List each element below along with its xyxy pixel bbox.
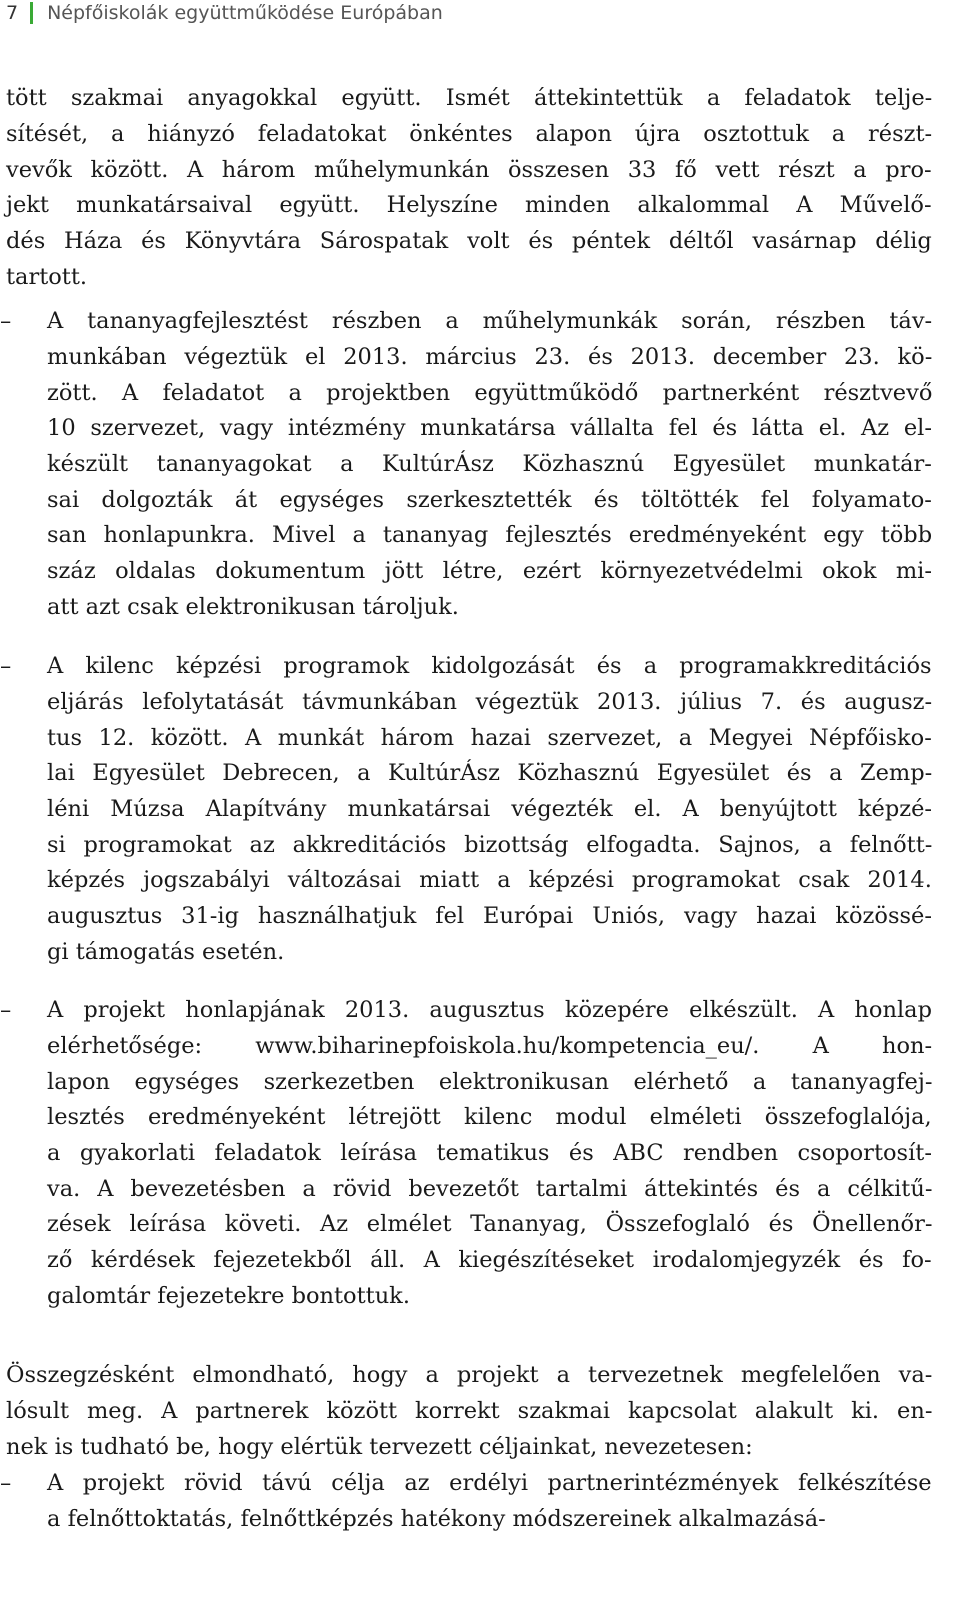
text-line: si programokat az akkreditációs bizottság elfogadta. Sajnos, a felnőtt-	[47, 831, 933, 858]
text-line: tartott.	[6, 263, 88, 290]
text-line: léni Múzsa Alapítvány munkatársai végezték el. A benyújtott képzé-	[47, 795, 933, 822]
text-line: sai dolgozták át egységes szerkesztették és töltötték fel folyamato-	[47, 486, 932, 513]
text-line: dés Háza és Könyvtára Sárospatak volt és péntek déltől vasárnap délig	[6, 227, 932, 254]
text-line: tus 12. között. A munkát három hazai szervezet, a Megyei Népfőisko-	[47, 724, 932, 751]
text-line: a felnőttoktatás, felnőttképzés hatékony módszereinek alkalmazásá-	[47, 1505, 826, 1532]
text-line: Összegzésként elmondható, hogy a projekt a tervezetnek megfelelően va-	[6, 1362, 933, 1389]
text-line: va. A bevezetésben a rövid bevezetőt tartalmi áttekintés és a célkitű-	[47, 1175, 933, 1202]
text-line: jekt munkatársaival együtt. Helyszíne minden alkalommal A Művelő-	[6, 192, 932, 219]
text-line: ző kérdések fejezetekből áll. A kiegészítéseket irodalomjegyzék és fo-	[47, 1247, 932, 1274]
text-line: augusztus 31-ig használhatjuk fel Európai Uniós, vagy hazai közössé-	[47, 903, 932, 930]
text-line: A projekt rövid távú célja az erdélyi partnerintézmények felkészítése	[47, 1470, 932, 1497]
text-line: lai Egyesület Debrecen, a KultúrÁsz Közhasznú Egyesület és a Zemp-	[47, 760, 933, 787]
text-line: zések leírása követi. Az elmélet Tananyag, Összefoglaló és Önellenőr-	[47, 1211, 933, 1238]
text-line: a gyakorlati feladatok leírása tematikus és ABC rendben csoportosít-	[47, 1139, 932, 1166]
text-line: vevők között. A három műhelymunkán összesen 33 fő vett részt a pro-	[6, 156, 932, 183]
text-line: képzés jogszabályi változásai miatt a képzési programokat csak 2014.	[47, 867, 932, 894]
text-line: A tananyagfejlesztést részben a műhelymunkák során, részben táv-	[47, 308, 933, 335]
text-line: lapon egységes szerkezetben elektronikusan elérhető a tananyagfej-	[47, 1068, 933, 1095]
text-line: A projekt honlapjának 2013. augusztus közepére elkészült. A honlap	[47, 997, 932, 1024]
header-accent-bar	[30, 2, 33, 24]
text-line: gi támogatás esetén.	[47, 938, 285, 965]
text-line: száz oldalas dokumentum jött létre, ezért környezetvédelmi okok mi-	[47, 558, 932, 585]
text-line: eljárás lefolytatását távmunkában végeztük 2013. július 7. és augusz-	[47, 688, 933, 715]
text-line: lesztés eredményeként létrejött kilenc modul elméleti összefoglalója,	[47, 1104, 932, 1131]
header-title: Népfőiskolák együttműködése Európában	[47, 2, 443, 24]
text-line: készült tananyagokat a KultúrÁsz Közhasznú Egyesület munkatár-	[47, 450, 932, 477]
bullet-dash: –	[0, 1470, 12, 1497]
bullet-dash: –	[0, 997, 12, 1024]
bullet-dash: –	[0, 308, 12, 335]
bullet-dash: –	[0, 653, 12, 680]
text-line: elérhetősége: www.biharinepfoiskola.hu/kompetencia_eu/. A hon-	[47, 1032, 933, 1059]
text-line: sítését, a hiányzó feladatokat önkéntes alapon újra osztottuk a részt-	[6, 120, 933, 147]
text-line: zött. A feladatot a projektben együttműködő partnerként résztvevő	[47, 379, 933, 406]
text-line: munkában végeztük el 2013. március 23. és 2013. december 23. kö-	[47, 343, 933, 370]
text-line: tött szakmai anyagokkal együtt. Ismét áttekintettük a feladatok telje-	[6, 85, 933, 112]
running-header	[6, 0, 443, 26]
text-line: att azt csak elektronikusan tároljuk.	[47, 593, 459, 620]
text-line: san honlapunkra. Mivel a tananyag fejlesztés eredményeként egy több	[47, 522, 933, 549]
text-line: A kilenc képzési programok kidolgozását és a programakkreditációs	[47, 653, 932, 680]
text-line: nek is tudható be, hogy elértük tervezett céljainkat, nevezetesen:	[6, 1433, 753, 1460]
text-line: 10 szervezet, vagy intézmény munkatársa vállalta fel és látta el. Az el-	[47, 415, 932, 442]
text-line: galomtár fejezetekre bontottuk.	[47, 1282, 410, 1309]
text-line: lósult meg. A partnerek között korrekt szakmai kapcsolat alakult ki. en-	[6, 1397, 933, 1424]
page-number: 7	[6, 2, 19, 24]
